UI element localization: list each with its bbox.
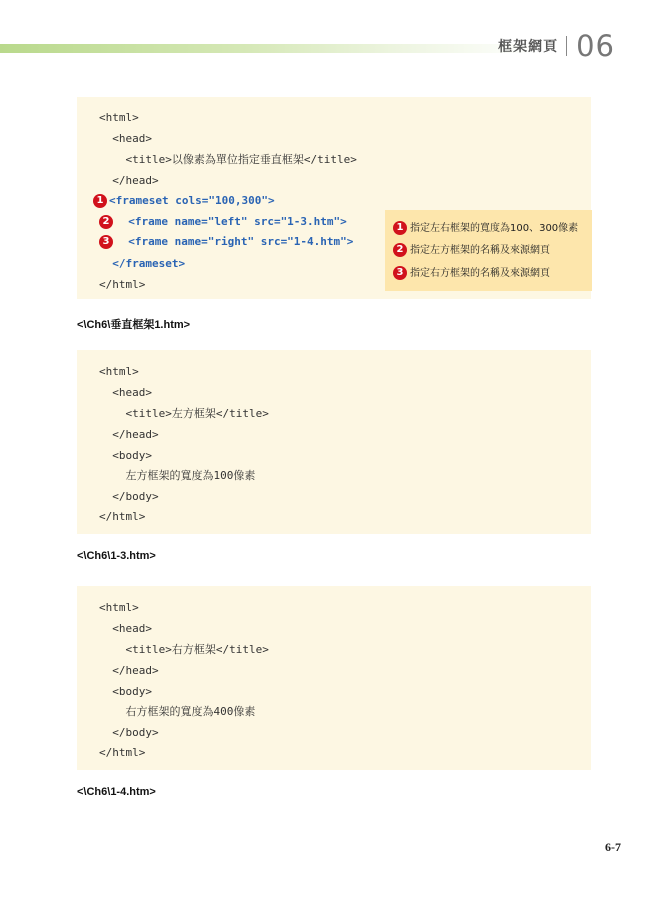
code-line-frameset-close: </frameset> [99, 257, 186, 270]
callout-note-2: 2 指定左方框架的名稱及來源網頁 [393, 243, 550, 259]
code-line: </html> [99, 510, 146, 523]
page-number: 6-7 [605, 840, 621, 854]
code-line: <html> [99, 365, 139, 378]
callout-badge-1: 1 [93, 194, 107, 208]
caption-left-frame-file: <\Ch6\1-3.htm> [77, 550, 156, 562]
code-line-frame-left: 2 <frame name="left" src="1-3.htm"> [99, 215, 347, 229]
code-line: </html> [99, 746, 146, 759]
callout-note-3: 3 指定右方框架的名稱及來源網頁 [393, 266, 550, 282]
code-line-frame-right: 3 <frame name="right" src="1-4.htm"> [99, 235, 353, 249]
chapter-title: 框架網頁 [498, 39, 559, 55]
code-line: <title>以像素為單位指定垂直框架</title> [99, 153, 357, 166]
chapter-number: 06 [576, 29, 615, 63]
chapter-divider [566, 36, 567, 56]
chapter-header [498, 30, 615, 62]
code-line: </body> [99, 726, 159, 739]
caption-right-frame-file: <\Ch6\1-4.htm> [77, 786, 156, 798]
code-line: <head> [99, 386, 152, 399]
code-line: </html> [99, 278, 146, 291]
code-line: </head> [99, 174, 159, 187]
caption-frameset-file: <\Ch6\垂直框架1.htm> [77, 319, 191, 331]
code-line: <head> [99, 132, 152, 145]
code-block-left-frame [77, 350, 591, 534]
code-line: <html> [99, 111, 139, 124]
code-line: <head> [99, 622, 152, 635]
callout-badge-3: 3 [99, 235, 113, 249]
code-line: <title>左方框架</title> [99, 407, 269, 420]
code-line-frameset: 1 <frameset cols="100,300"> [93, 194, 275, 208]
code-line: </head> [99, 428, 159, 441]
code-block-right-frame [77, 586, 591, 770]
callout-notes [385, 210, 592, 291]
code-line: <html> [99, 601, 139, 614]
code-line: 左方框架的寬度為100像素 [99, 469, 256, 482]
code-line: <title>右方框架</title> [99, 643, 269, 656]
code-line: </body> [99, 490, 159, 503]
callout-badge-2: 2 [99, 215, 113, 229]
callout-note-1: 1 指定左右框架的寬度為100、300像素 [393, 221, 578, 237]
code-line: <body> [99, 449, 152, 462]
code-line: <body> [99, 685, 152, 698]
header-accent-bar [0, 44, 540, 53]
code-line: 右方框架的寬度為400像素 [99, 705, 256, 718]
code-line: </head> [99, 664, 159, 677]
